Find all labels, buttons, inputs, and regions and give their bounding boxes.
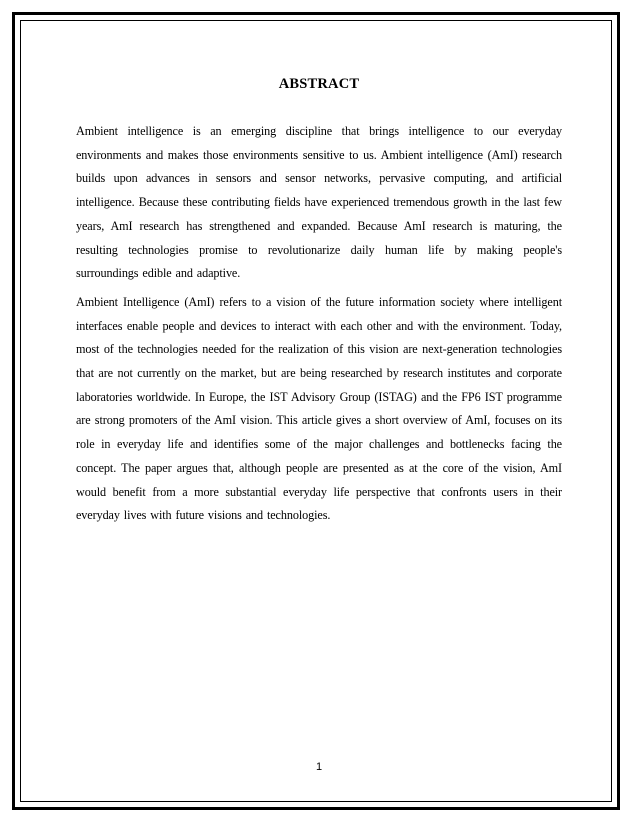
document-body xyxy=(76,76,562,533)
page-number: 1 xyxy=(315,761,323,773)
abstract-paragraph-2: Ambient Intelligence (AmI) refers to a vision of the future information society where intelligent interfaces enable people and devices to interact with each other and with the environment. Today, most of the technologies needed for the realization of this vision are next-generation technologies that are not currently on the market, but are being researched by research institutes and corporate laboratories worldwide. In Europe, the IST Advisory Group (ISTAG) and the FP6 IST programme are strong promoters of the AmI vision. This article gives a short overview of AmI, focuses on its role in everyday life and identifies some of the major challenges and bottlenecks facing the concept. The paper argues that, although people are presented as at the core of the vision, AmI would benefit from a more substantial everyday life perspective that confronts users in their everyday lives with future visions and technologies. xyxy=(76,294,562,523)
document-title: ABSTRACT xyxy=(278,76,360,92)
abstract-paragraph-1: Ambient intelligence is an emerging discipline that brings intelligence to our everyday environments and makes those environments sensitive to us. Ambient intelligence (AmI) research builds upon advances in sensors and sensor networks, pervasive computing, and artificial intelligence. Because these contributing fields have experienced tremendous growth in the last few years, AmI research has strengthened and expanded. Because AmI research is maturing, the resulting technologies promise to revolutionarize daily human life by making people's surroundings edible and adaptive. xyxy=(76,124,562,281)
